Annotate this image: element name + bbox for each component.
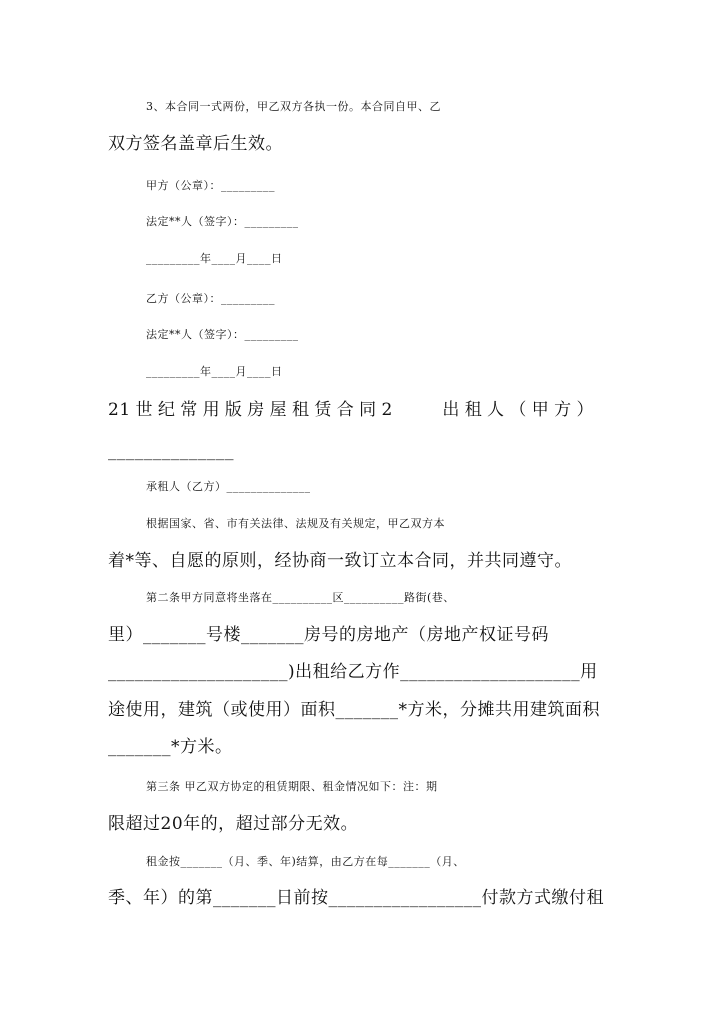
preamble-line-2: 着*等、自愿的原则，经协商一致订立本合同，并共同遵守。 [108, 551, 572, 571]
preamble-line-1: 根据国家、省、市有关法律、法规及有关规定，甲乙双方本 [146, 517, 445, 530]
lessor-blank-line: ______________ [108, 441, 234, 461]
rent-line-1: 租金按_______（月、季、年)结算，由乙方在每_______（月、 [146, 855, 465, 868]
party-b-seal-line: 乙方（公章）：_________ [146, 292, 275, 305]
party-a-date-line: _________年____月____日 [146, 252, 283, 265]
article-2-line-1: 第二条甲方同意将坐落在__________区__________路街(巷、 [146, 591, 455, 604]
article-3-line-1: 第三条 甲乙双方协定的租赁期限、租金情况如下：注：期 [146, 780, 438, 793]
article-2-line-5: _______*方米。 [108, 737, 233, 757]
rent-line-2: 季、年）的第_______日前按_________________付款方式缴付租 [108, 888, 604, 908]
party-a-seal-line: 甲方（公章）：_________ [146, 179, 275, 192]
article-2-line-2: 里）_______号楼_______房号的房地产（房地产权证号码 [108, 625, 549, 645]
paragraph-line-1: 3、本合同一式两份，甲乙双方各执一份。本合同自甲、乙 [146, 100, 441, 113]
party-b-representative-line: 法定**人（签字）：_________ [146, 328, 299, 341]
article-3-line-2: 限超过20年的，超过部分无效。 [108, 814, 359, 834]
lessee-line: 承租人（乙方）______________ [146, 480, 311, 493]
paragraph-line-2: 双方签名盖章后生效。 [108, 134, 283, 154]
party-a-representative-line: 法定**人（签字）：_________ [146, 215, 299, 228]
article-2-line-3: ____________________)出租给乙方作____________________用 [108, 662, 598, 682]
party-b-date-line: _________年____月____日 [146, 365, 283, 378]
document-title-line: 21世纪常用版房屋租赁合同2 出租人（甲方） [108, 400, 594, 420]
article-2-line-4: 途使用，建筑（或使用）面积_______*方米，分摊共用建筑面积 [108, 700, 600, 720]
